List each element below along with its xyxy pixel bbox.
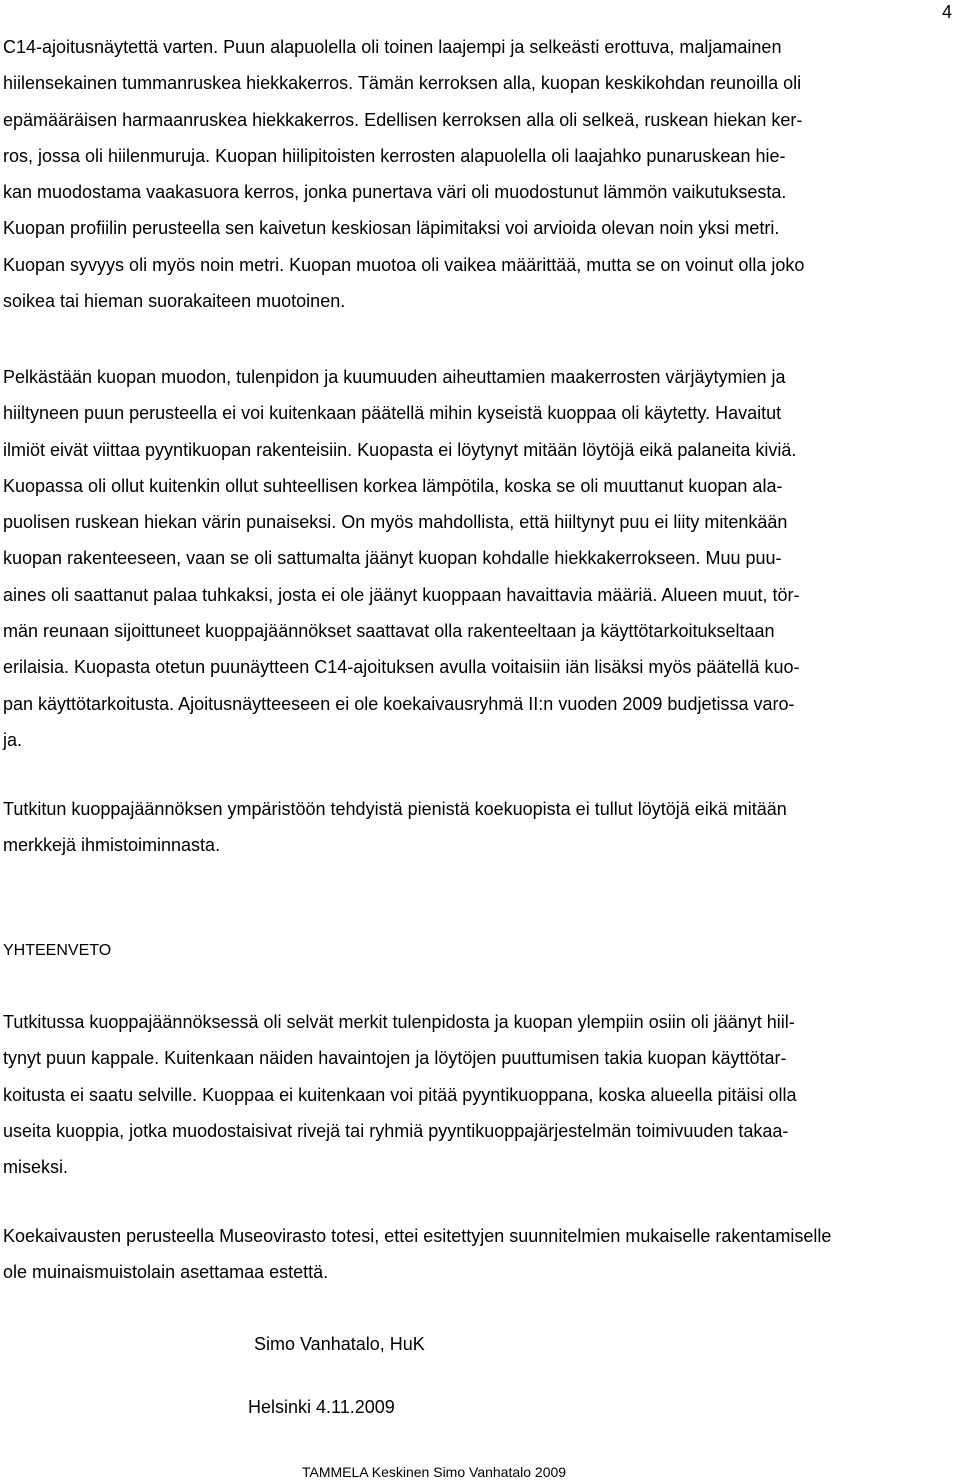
text-line: Koekaivausten perusteella Museovirasto totesi, ettei esitettyjen suunnitelmien mukaiselle rakentamiselle (3, 1226, 832, 1246)
text-line: hiiltyneen puun perusteella ei voi kuitenkaan päätellä mihin kyseistä kuoppaa oli käytetty. Havaitut (3, 403, 782, 424)
text-line: erilaisia. Kuopasta otetun puunäytteen C14-ajoituksen avulla voitaisiin iän lisäksi myös päätellä kuo- (3, 657, 800, 678)
text-line: merkkejä ihmistoiminnasta. (3, 835, 221, 856)
text-line: soikea tai hieman suorakaiteen muotoinen. (3, 291, 346, 312)
text-line: aines oli saattanut palaa tuhkaksi, josta ei ole jäänyt kuoppaan havaittavia määriä. Alueen muut, tör- (3, 584, 800, 605)
text-line: män reunaan sijoittuneet kuoppajäännökset saattavat olla rakenteeltaan ja käyttötarkoitukseltaan (3, 621, 775, 642)
text-line: C14-ajoitusnäytettä varten. Puun alapuolella oli toinen laajempi ja selkeästi erottuva, maljamainen (3, 37, 782, 57)
text-line: ja. (3, 729, 23, 750)
summary-paragraph-1 (3, 1004, 955, 1185)
text-line: puolisen ruskean hiekan värin punaiseksi. On myös mahdollista, että hiiltynyt puu ei liity mitenkään (3, 512, 788, 533)
summary-paragraph-2 (3, 1218, 955, 1291)
text-line: kuopan rakenteeseen, vaan se oli sattumalta jäänyt kuopan kohdalle hiekkakerrokseen. Muu puu- (3, 548, 782, 569)
text-line: hiilensekainen tummanruskea hiekkakerros. Tämän kerroksen alla, kuopan keskikohdan reunoilla oli (3, 73, 802, 94)
text-line: miseksi. (3, 1157, 69, 1178)
text-line: Tutkitun kuoppajäännöksen ympäristöön tehdyistä pienistä koekuopista ei tullut löytöjä eikä mitään (3, 799, 787, 819)
text-line: Pelkästään kuopan muodon, tulenpidon ja kuumuuden aiheuttamien maakerrosten värjäytymien ja (3, 367, 786, 387)
body-paragraph-1 (3, 29, 955, 319)
text-line: Tutkitussa kuoppajäännöksessä oli selvät merkit tulenpidosta ja kuopan ylempiin osiin oli jäänyt hiil- (3, 1012, 795, 1032)
text-line: ros, jossa oli hiilenmuruja. Kuopan hiilipitoisten kerrosten alapuolella oli laajahko punaruskean hie- (3, 145, 786, 166)
text-line: epämääräisen harmaanruskea hiekkakerros. Edellisen kerroksen alla oli selkeä, ruskean hiekan ker- (3, 109, 803, 130)
text-line: ilmiöt eivät viittaa pyyntikuopan rakenteisiin. Kuopasta ei löytynyt mitään löytöjä eikä palaneita kiviä. (3, 439, 797, 460)
text-line: kan muodostama vaakasuora kerros, jonka punertava väri oli muodostunut lämmön vaikutuksesta. (3, 182, 787, 203)
text-line: Kuopan syvyys oli myös noin metri. Kuopan muotoa oli vaikea määrittää, mutta se on voinut olla joko (3, 254, 805, 275)
section-heading: YHTEENVETO (3, 942, 112, 959)
body-paragraph-3 (3, 791, 955, 864)
page-number: 4 (941, 2, 952, 22)
page-footer: TAMMELA Keskinen Simo Vanhatalo 2009 (302, 1464, 567, 1480)
text-line: Kuopan profiilin perusteella sen kaivetun keskiosan läpimitaksi voi arvioida olevan noin yksi metri. (3, 218, 780, 239)
text-line: useita kuoppia, jotka muodostaisivat rivejä tai ryhmiä pyyntikuoppajärjestelmän toimivuuden takaa- (3, 1120, 789, 1141)
date-place: Helsinki 4.11.2009 (248, 1397, 395, 1417)
text-line: Kuopassa oli ollut kuitenkin ollut suhteellisen korkea lämpötila, koska se oli muuttanut kuopan ala- (3, 475, 783, 496)
text-line: ole muinaismuistolain asettamaa estettä. (3, 1262, 329, 1283)
text-line: tynyt puun kappale. Kuitenkaan näiden havaintojen ja löytöjen puuttumisen takia kuopan käyttötar- (3, 1048, 787, 1069)
text-line: koitusta ei saatu selville. Kuoppaa ei kuitenkaan voi pitää pyyntikuoppana, koska alueella pitäisi olla (3, 1084, 797, 1105)
body-paragraph-2 (3, 359, 955, 758)
text-line: pan käyttötarkoitusta. Ajoitusnäytteeseen ei ole koekaivausryhmä II:n vuoden 2009 budjetissa varo- (3, 693, 795, 714)
signature: Simo Vanhatalo, HuK (254, 1334, 425, 1354)
